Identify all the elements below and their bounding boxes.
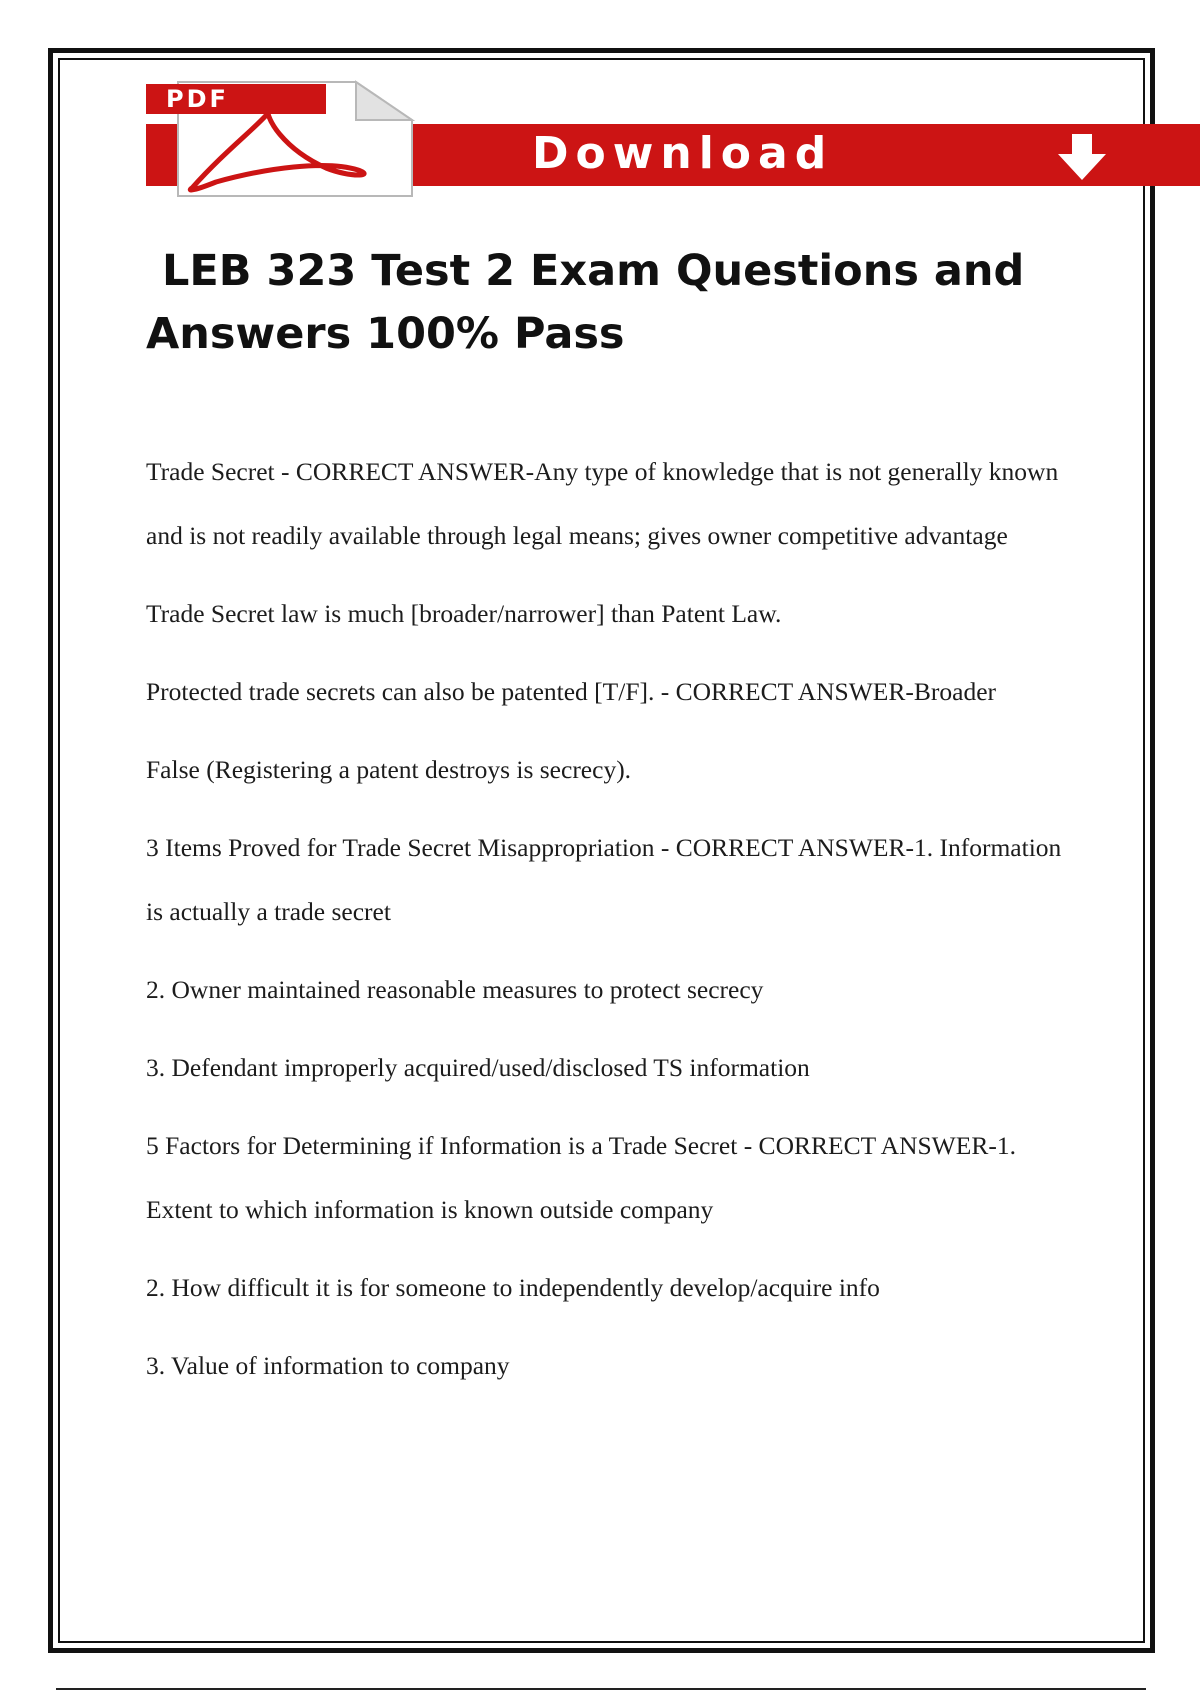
paragraph: 2. Owner maintained reasonable measures to protect secrecy (146, 975, 764, 1004)
pdf-label: PDF (146, 84, 326, 114)
arrow-down-icon (1052, 132, 1112, 182)
paragraph: False (Registering a patent destroys is secrecy). (146, 755, 632, 784)
document-body (146, 440, 1066, 1412)
paragraph: 5 Factors for Determining if Information is a Trade Secret - CORRECT ANSWER-1. Extent to which information is known outside company (146, 1131, 1016, 1224)
paragraph: 2. How difficult it is for someone to independently develop/acquire info (146, 1273, 880, 1302)
paragraph: Protected trade secrets can also be patented [T/F]. - CORRECT ANSWER-Broader (146, 677, 997, 706)
title-line-2: Answers 100% Pass (146, 309, 625, 359)
bottom-rule (56, 1688, 1146, 1690)
paragraph: 3. Defendant improperly acquired/used/disclosed TS information (146, 1053, 810, 1082)
paragraph: 3. Value of information to company (146, 1351, 510, 1380)
download-text: Download (532, 128, 834, 179)
document-title (146, 240, 1066, 366)
paragraph: Trade Secret law is much [broader/narrower] than Patent Law. (146, 599, 782, 628)
paragraph: Trade Secret - CORRECT ANSWER-Any type of knowledge that is not generally known and is not readily available through legal means; gives owner competitive advantage (146, 457, 1059, 550)
paragraph: 3 Items Proved for Trade Secret Misappropriation - CORRECT ANSWER-1. Information is actually a trade secret (146, 833, 1062, 926)
title-line-1: LEB 323 Test 2 Exam Questions and (162, 246, 1025, 296)
